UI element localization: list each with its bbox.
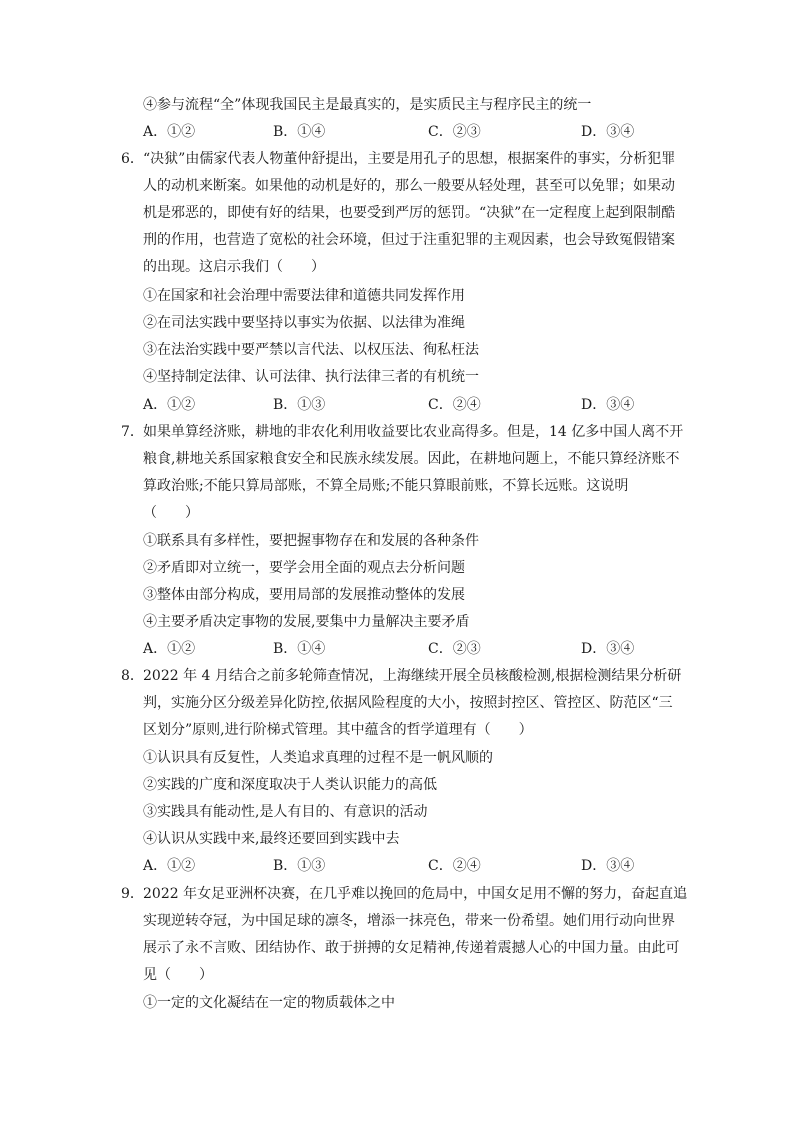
q6-item-1: ①在国家和社会治理中需要法律和道德共同发挥作用: [143, 288, 465, 304]
q9-number: 9．: [121, 886, 144, 902]
q6-option-a: A．①②: [143, 397, 196, 413]
q7-item-3: ③整体由部分构成，要用局部的发展推动整体的发展: [143, 587, 465, 603]
q7-number: 7．: [121, 424, 144, 440]
q6-option-d: D．③④: [581, 397, 635, 413]
q7-option-a: A．①②: [143, 641, 196, 657]
q6-option-b: B．①③: [273, 397, 326, 413]
q7-stem-line-2: 粮食,耕地关系国家粮食安全和民族永续发展。因此，在耕地问题上，不能只算经济账不: [143, 451, 680, 467]
q8-item-3: ③实践具有能动性,是人有目的、有意识的活动: [143, 804, 428, 820]
q5-item-4: ④参与流程“全”体现我国民主是最真实的，是实质民主与程序民主的统一: [143, 97, 592, 113]
q7-stem-line-1: 如果单算经济账，耕地的非农化利用收益要比农业高得多。但是，14 亿多中国人离不开: [143, 424, 684, 440]
q5-option-c: C．②③: [428, 124, 481, 140]
q7-stem-line-4: （ ）: [143, 505, 199, 521]
q8-stem-line-3: 区划分”原则,进行阶梯式管理。其中蕴含的哲学道理有（ ）: [143, 722, 533, 738]
q8-option-a: A．①②: [143, 858, 196, 874]
q7-item-1: ①联系具有多样性，要把握事物存在和发展的各种条件: [143, 533, 479, 549]
q7-option-c: C．②③: [428, 641, 481, 657]
q7-stem-line-3: 算政治账;不能只算局部账，不算全局账;不能只算眼前账，不算长远账。这说明: [143, 478, 629, 494]
q6-stem-line-1: “决狱”由儒家代表人物董仲舒提出，主要是用孔子的思想，根据案件的事实，分析犯罪: [143, 151, 676, 167]
q9-stem-line-1: 2022 年女足亚洲杯决赛，在几乎难以挽回的危局中，中国女足用不懈的努力，奋起直追: [143, 886, 688, 902]
q8-item-2: ②实践的广度和深度取决于人类认识能力的高低: [143, 777, 437, 793]
q7-item-4: ④主要矛盾决定事物的发展,要集中力量解决主要矛盾: [143, 614, 470, 630]
q9-stem-line-3: 展示了永不言败、团结协作、敢于拼搏的女足精神,传递着震撼人心的中国力量。由此可: [143, 940, 680, 956]
q6-stem-line-3: 机是邪恶的，即使有好的结果，也要受到严厉的惩罚。“决狱”在一定程度上起到限制酷: [143, 205, 676, 221]
q8-item-4: ④认识从实践中来,最终还要回到实践中去: [143, 831, 400, 847]
q7-option-d: D．③④: [581, 641, 635, 657]
q6-stem-line-5: 的出现。这启示我们（ ）: [143, 259, 325, 275]
q6-number: 6．: [121, 151, 144, 167]
q5-option-a: A．①②: [143, 124, 196, 140]
q6-option-c: C．②④: [428, 397, 481, 413]
q8-number: 8．: [121, 668, 144, 684]
q9-stem-line-4: 见（ ）: [143, 967, 213, 983]
q9-item-1: ①一定的文化凝结在一定的物质载体之中: [143, 995, 395, 1011]
q8-option-d: D．③④: [581, 858, 635, 874]
q7-item-2: ②矛盾即对立统一，要学会用全面的观点去分析问题: [143, 560, 465, 576]
q8-stem-line-1: 2022 年 4 月结合之前多轮筛查情况，上海继续开展全员核酸检测,根据检测结果分析研: [143, 668, 682, 684]
q9-stem-line-2: 实现逆转夺冠，为中国足球的凛冬，增添一抹亮色，带来一份希望。她们用行动向世界: [143, 913, 675, 929]
q5-option-d: D．③④: [581, 124, 635, 140]
q6-stem-line-2: 人的动机来断案。如果他的动机是好的，那么一般要从轻处理，甚至可以免罪；如果动: [143, 178, 675, 194]
q6-item-3: ③在法治实践中要严禁以言代法、以权压法、徇私枉法: [143, 342, 479, 358]
q8-stem-line-2: 判，实施分区分级差异化防控,依据风险程度的大小，按照封控区、管控区、防范区“三: [143, 695, 673, 711]
q8-option-b: B．①③: [273, 858, 326, 874]
q8-option-c: C．②④: [428, 858, 481, 874]
q6-item-4: ④坚持制定法律、认可法律、执行法律三者的有机统一: [143, 369, 479, 385]
q6-item-2: ②在司法实践中要坚持以事实为依据、以法律为准绳: [143, 315, 465, 331]
q8-item-1: ①认识具有反复性，人类追求真理的过程不是一帆风顺的: [143, 750, 493, 766]
q7-option-b: B．①④: [273, 641, 326, 657]
q6-stem-line-4: 刑的作用，也营造了宽松的社会环境，但过于注重犯罪的主观因素，也会导致冤假错案: [143, 232, 675, 248]
q5-option-b: B．①④: [273, 124, 326, 140]
